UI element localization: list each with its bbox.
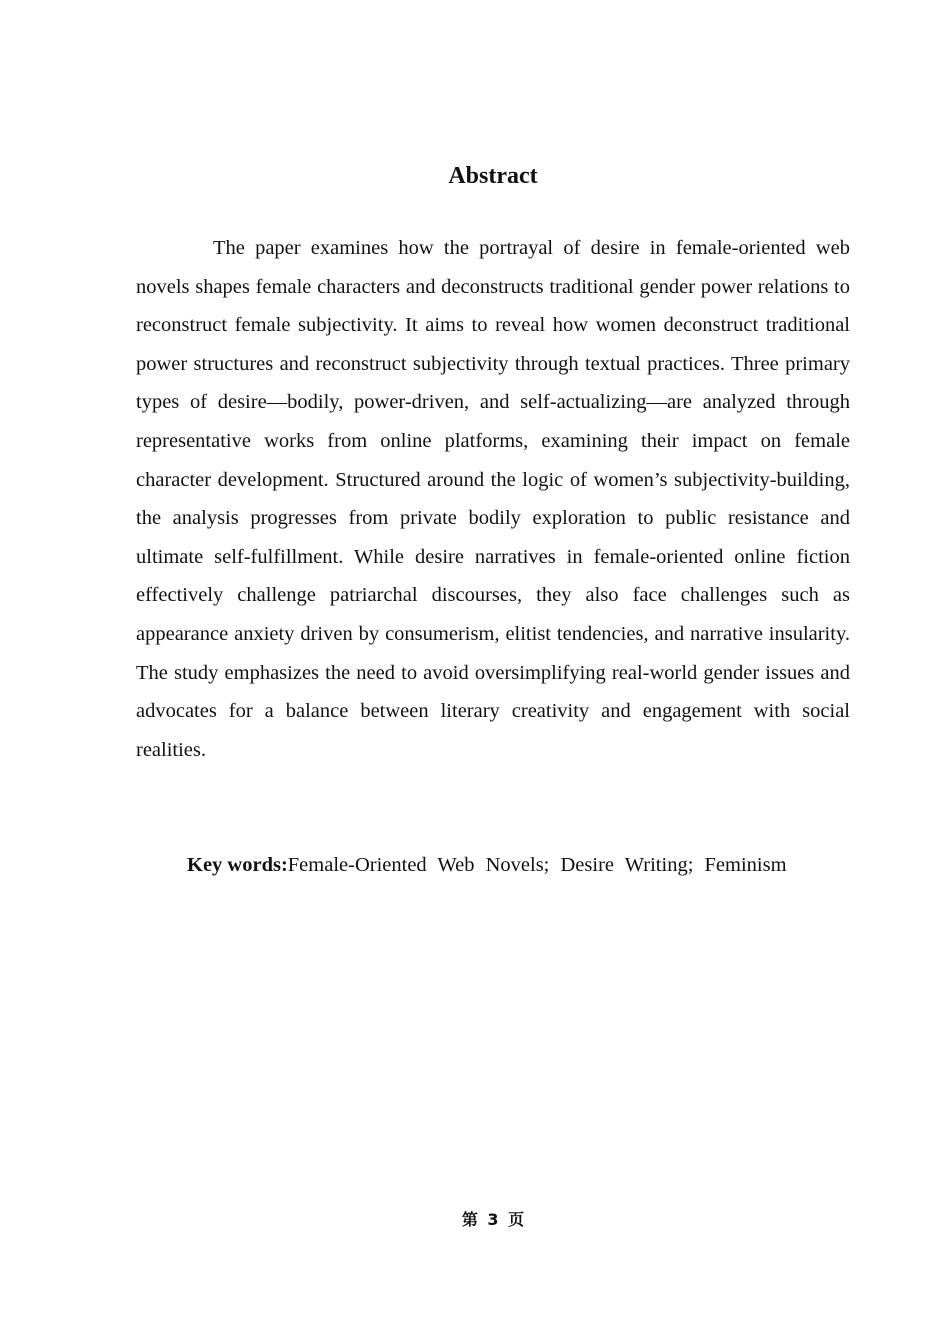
abstract-paragraph: The paper examines how the portrayal of desire in female-oriented web novels shapes female characters and deconstructs traditional gender power relations to reconstruct female subjectivity. It aims to reveal how women deconstruct traditional power structures and reconstruct subjectivity through textual practices. Three primary types of desire—bodily, power-driven, and self-actualizing—are analyzed through representative works from online platforms, examining their impact on female character development. Structured around the logic of women’s subjectivity-building, the analysis progresses from private bodily exploration to public resistance and ultimate self-fulfillment. While desire narratives in female-oriented online fiction effectively challenge patriarchal discourses, they also face challenges such as appearance anxiety driven by consumerism, elitist tendencies, and narrative insularity. The study emphasizes the need to avoid oversimplifying real-world gender issues and advocates for a balance between literary creativity and engagement with social realities. (136, 237, 850, 761)
abstract-title: Abstract (448, 163, 538, 189)
keywords-line (187, 846, 867, 884)
keywords-label: Key words: (187, 854, 288, 876)
keywords-value: Female-Oriented Web Novels; Desire Writing; Feminism (287, 854, 787, 876)
page-number: 第 3 页 (461, 1210, 525, 1229)
